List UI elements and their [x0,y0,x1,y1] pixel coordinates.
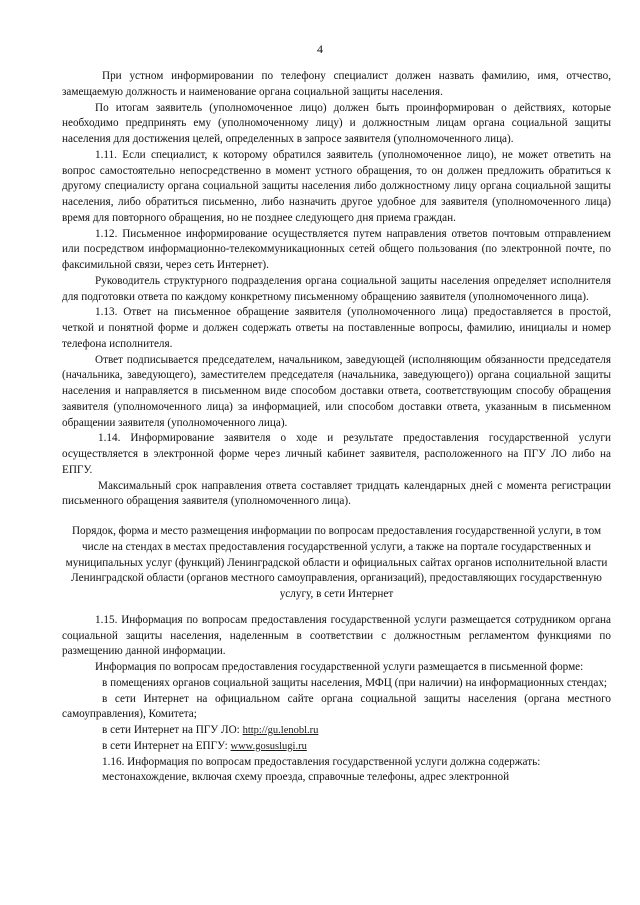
paragraph: в помещениях органов социальной защиты населения, МФЦ (при наличии) на информационных стендах; [102,676,608,689]
paragraph: 1.14. Информирование заявителя о ходе и результате предоставления государственной услуги осуществляется в электронной форме через личный кабинет заявителя, расположенного на ПГУ ЛО либо на ЕПГУ. [62,432,611,476]
paragraph: 1.15. Информация по вопросам предоставления государственной услуги размещается сотрудником органа социальной защиты населения, наделенным в соответствии с должностным регламентом функциями по размещению данной информации. [62,613,611,658]
pgu-link[interactable]: http://gu.lenobl.ru [242,725,319,736]
paragraph: Ответ подписывается председателем, начальником, заведующей (исполняющим обязанности председателя (начальника, заведующего), заместителем председателя (начальника, заведующего)) органа социальной защиты населения и направляется в письменном виде способом доставки ответа, соответствующим способу обращения заявителя (уполномоченного лица) за информацией, или способом доставки ответа, указанным в письменном обращении заявителя (уполномоченного лица). [62,353,611,429]
paragraph: По итогам заявитель (уполномоченное лицо) должен быть проинформирован о действиях, которые необходимо предпринять ему (уполномоченному лицу) и должностным лицам органа социальной защиты населения для достижения целей, определенных в запросе заявителя (уполномоченного лица). [62,101,611,145]
paragraph: Информация по вопросам предоставления государственной услуги размещается в письменной форме: [95,661,584,673]
epgu-line [62,739,611,755]
pgu-line [62,723,611,739]
pgu-label: в сети Интернет на ПГУ ЛО: [102,724,240,736]
paragraph: Руководитель структурного подразделения органа социальной защиты населения определяет исполнителя для подготовки ответа по каждому конкретному письменному обращению заявителя (уполномоченного лица). [62,274,611,303]
paragraph: 1.12. Письменное информирование осуществляется путем направления ответов почтовым отправлением или посредством информационно-телекоммуникационных сетей общего пользования (по электронной почте, по факсимильной связи, через сеть Интернет). [62,227,611,271]
document-body [62,69,611,786]
paragraph: Максимальный срок направления ответа составляет тридцать календарных дней с момента регистрации письменного обращения заявителя (уполномоченного лица). [62,479,611,508]
paragraph: в сети Интернет на официальном сайте органа социальной защиты населения (органа местного самоуправления), Комитета; [62,692,611,721]
paragraph: При устном информировании по телефону специалист должен назвать фамилию, имя, отчество, замещаемую должность и наименование органа социальной защиты населения. [62,70,611,98]
epgu-link[interactable]: www.gosuslugi.ru [230,740,307,752]
paragraph: 1.16. Информация по вопросам предоставления государственной услуги должна содержать: [102,755,541,768]
section-heading: Порядок, форма и место размещения информации по вопросам предоставления государственной услуги, в том числе на стендах в местах предоставления государственной услуги, а также на портале государственных и муниципальных услуг (функций) Ленинградской области и официальных сайтах органов исполнительной власти Ленинградской области (органов местного самоуправления, организаций), предоставляющих государственную услугу, в сети Интернет [65,525,608,600]
paragraph: 1.13. Ответ на письменное обращение заявителя (уполномоченного лица) предоставляется в простой, четкой и понятной форме и должен содержать ответы на поставленные вопросы, фамилию, инициалы и номер телефона исполнителя. [62,306,611,350]
epgu-label: в сети Интернет на ЕПГУ: [102,739,228,752]
paragraph: местонахождение, включая схему проезда, справочные телефоны, адрес электронной [102,771,510,784]
page-number: 4 [317,42,323,56]
paragraph: 1.11. Если специалист, к которому обратился заявитель (уполномоченное лицо), не может ответить на вопрос самостоятельно непосредственно в момент устного обращения, то он должен предложить обратиться к другому специалисту органа социальной защиты населения либо должностному лицу органа социальной защиты населения, либо обратиться письменно, либо назначить другое удобное для заявителя (уполномоченного лица) время для повторного обращения, но не позднее следующего дня приема граждан. [62,148,611,224]
